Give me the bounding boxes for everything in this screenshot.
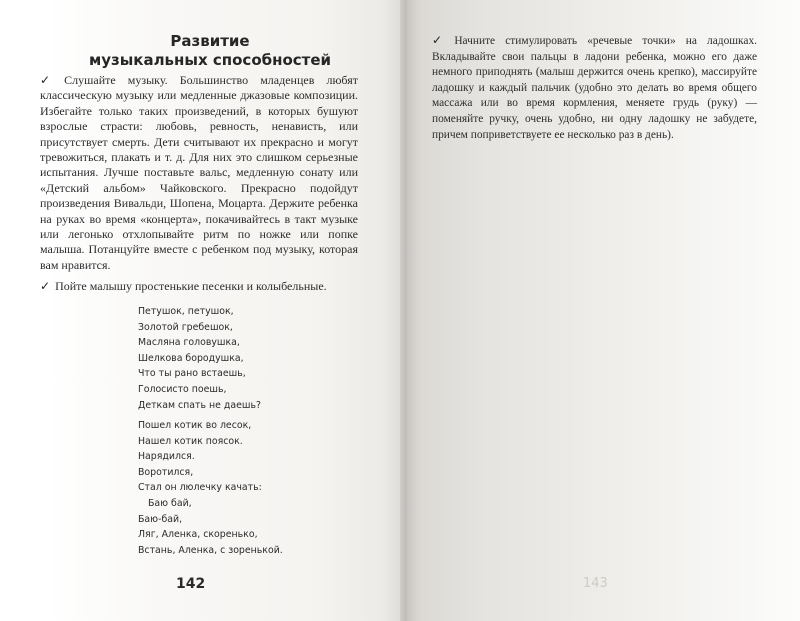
poem-kotik: [138, 418, 283, 558]
poem-line: Что ты рано встаешь,: [138, 368, 246, 380]
poem-line: Встань, Аленка, с зоренькой.: [138, 544, 283, 556]
poem-line: Баю-бай,: [138, 513, 183, 525]
checkmark-icon: ✓: [40, 73, 60, 87]
paragraph-speech-points: [432, 33, 757, 143]
poem-line: Пошел котик во лесок,: [138, 420, 252, 431]
poem-line: Деткам спать не даешь?: [138, 399, 261, 411]
poem-petushok: [138, 304, 261, 413]
paragraph-listen-music: [40, 73, 358, 273]
page-number-right: 143: [583, 576, 608, 591]
poem-line: Стал он люлечку качать:: [138, 482, 262, 494]
book-gutter-shadow: [383, 0, 423, 621]
page-fold-shadow: [405, 0, 417, 621]
checkmark-icon: ✓: [432, 33, 450, 47]
paragraph-text: Слушайте музыку. Большинство младенцев любят классическую музыку или медленные джазовые композиции. Избегайте только таких произведений, в которых бушуют взрослые страсти: любовь, ревность, ненависть, или присутствует смерть. Дети считывают их прекрасно и могут тревожиться, плакать и т. д. Для них это слишком серьезные испытания. Лучше поставьте вальс, медленную сонату или «Детский альбом» Чайковского. Прекрасно подойдут произведения Вивальди, Шопена, Моцарта. Держите ребенка на руках во время «концерта», покачивайтесь в такт музыке или легонько отхлопывайте ритм по ножке или попке малыша. Потанцуйте вместе с ребенком под музыку, которая вам нравится.: [40, 73, 358, 272]
paragraph-text: Начните стимулировать «речевые точки» на ладошках. Вкладывайте свои пальцы в ладони ребенка, можно его даже немного приподнять (малыш держится очень крепко), массируйте ладошку и каждый пальчик (удобно это делать во время общего массажа или во время кормления, меняете грудь (руку) — поменяйте ручку, очень удобно, ни одну ладошку не забудете, причем поприветствуете ее несколько раз в день).: [432, 35, 757, 141]
poem-line: Петушок, петушок,: [138, 306, 234, 317]
chapter-title-line2: музыкальных способностей: [88, 51, 332, 69]
poem-line: Ляг, Аленка, скоренько,: [138, 529, 258, 541]
paragraph-text: Пойте малышу простенькие песенки и колыбельные.: [55, 279, 327, 293]
poem-line: Шелкова бородушка,: [138, 352, 244, 364]
checkmark-icon: ✓: [40, 279, 51, 293]
chapter-title: [60, 32, 360, 70]
paragraph-sing-songs: [40, 279, 358, 294]
chapter-title-line1: Развитие: [170, 32, 250, 50]
poem-line: Воротился,: [138, 466, 194, 478]
poem-line: Золотой гребешок,: [138, 321, 233, 333]
poem-line: Нарядился.: [138, 451, 195, 463]
poem-line: Баю бай,: [148, 497, 192, 509]
poem-line: Голосисто поешь,: [138, 383, 227, 395]
poem-line: Масляна головушка,: [138, 337, 240, 349]
poem-line: Нашел котик поясок.: [138, 435, 243, 447]
page-number-left: 142: [176, 576, 206, 592]
